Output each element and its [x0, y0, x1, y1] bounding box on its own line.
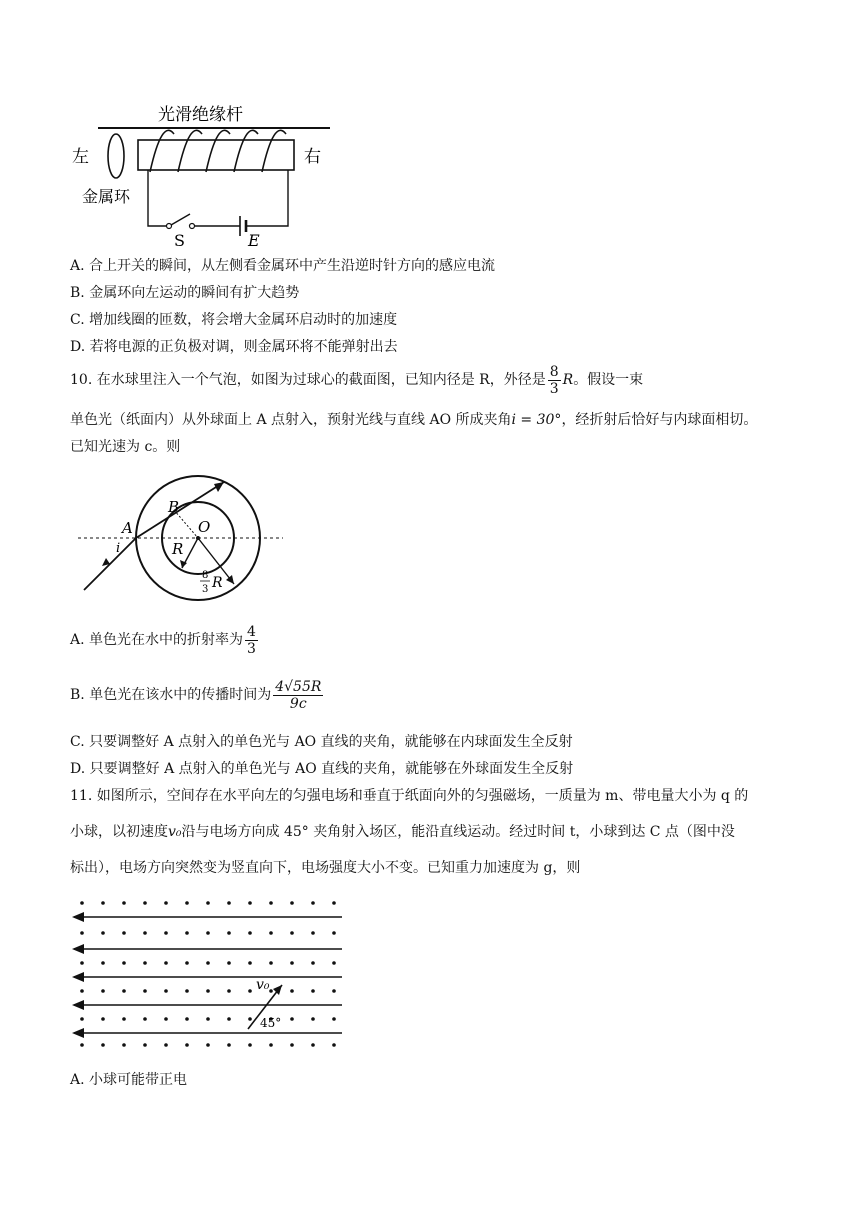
- field-figure: [70, 895, 346, 1055]
- field-dot: [227, 989, 231, 993]
- field-dot: [80, 989, 84, 993]
- field-dot: [101, 901, 105, 905]
- q10-option-b: B. 单色光在该水中的传播时间为 $\frac{4√55R}{9c}$: [70, 678, 322, 712]
- field-dot: [290, 989, 294, 993]
- field-dot: [101, 989, 105, 993]
- field-arrowhead: [72, 944, 84, 954]
- field-dot: [311, 901, 315, 905]
- outer-radius-num: 8: [202, 570, 209, 581]
- field-dot: [185, 989, 189, 993]
- field-dot: [290, 961, 294, 965]
- field-arrowhead: [72, 972, 84, 982]
- field-dot: [332, 989, 336, 993]
- q10-stem-line2: [70, 410, 757, 430]
- field-dot: [290, 931, 294, 935]
- field-dot: [311, 961, 315, 965]
- field-dot: [206, 901, 210, 905]
- field-dot: [269, 961, 273, 965]
- inner-radius-label: R: [172, 540, 184, 558]
- q11-option-a: A. 小球可能带正电: [70, 1072, 188, 1088]
- right-label: 右: [304, 147, 321, 167]
- field-dot: [332, 961, 336, 965]
- field-dot: [80, 1043, 84, 1047]
- field-dot: [227, 1017, 231, 1021]
- travel-time-fraction: $\frac{4√55R}{9c}$: [275, 678, 322, 712]
- initial-velocity: v₀: [168, 824, 182, 840]
- field-dot: [143, 1017, 147, 1021]
- q11-stem-line2: 小球，以初速度v₀沿与电场方向成 45° 夹角射入场区，能沿直线运动。经过时间 t，小球到达 C 点（图中没: [70, 824, 735, 840]
- q9-option-d: D. 若将电源的正负极对调，则金属环将不能弹射出去: [70, 339, 398, 355]
- field-dot: [143, 931, 147, 935]
- refractive-index-fraction: $\frac{4}{3}$: [247, 623, 256, 657]
- field-dot: [143, 989, 147, 993]
- field-dot: [248, 931, 252, 935]
- field-dot: [269, 989, 273, 993]
- q10-option-a: A. 单色光在水中的折射率为 $\frac{4}{3}$: [70, 623, 256, 657]
- field-dot: [311, 989, 315, 993]
- field-dot: [164, 1043, 168, 1047]
- point-b-label: B: [168, 498, 180, 516]
- field-dot: [164, 989, 168, 993]
- field-dot: [143, 901, 147, 905]
- solenoid-figure: [68, 98, 338, 248]
- field-dot: [122, 931, 126, 935]
- field-dot: [164, 1017, 168, 1021]
- field-dot: [248, 1017, 252, 1021]
- field-dot: [311, 1017, 315, 1021]
- q10-line2-part2: ，经折射后恰好与内球面相切。: [561, 412, 758, 428]
- q10-option-d: D. 只要调整好 A 点射入的单色光与 AO 直线的夹角，就能够在外球面发生全反射: [70, 761, 574, 777]
- field-dot: [332, 1043, 336, 1047]
- outer-radius-var: R: [212, 575, 223, 591]
- field-dot: [185, 901, 189, 905]
- q9-option-a: A. 合上开关的瞬间，从左侧看金属环中产生沿逆时针方向的感应电流: [70, 258, 496, 274]
- field-dot: [311, 1043, 315, 1047]
- q10-stem-line1: [70, 362, 643, 398]
- field-dot: [143, 1043, 147, 1047]
- field-dot: [164, 901, 168, 905]
- rod-label: 光滑绝缘杆: [158, 105, 243, 125]
- field-dot: [143, 961, 147, 965]
- incident-angle: i = 30°: [511, 412, 562, 428]
- outer-radius-variable: R: [562, 372, 574, 388]
- field-dot: [248, 901, 252, 905]
- field-dot: [248, 961, 252, 965]
- field-dot: [269, 901, 273, 905]
- field-dot: [206, 989, 210, 993]
- q10-stem-line3: 已知光速为 c。则: [70, 439, 181, 455]
- field-dot: [164, 931, 168, 935]
- field-dot: [227, 931, 231, 935]
- field-dot: [332, 931, 336, 935]
- q10-stem-part1: 10. 在水球里注入一个气泡，如图为过球心的截面图，已知内径是 R，外径是: [70, 372, 546, 388]
- field-dot: [248, 989, 252, 993]
- q11-stem-line1: 11. 如图所示，空间存在水平向左的匀强电场和垂直于纸面向外的匀强磁场，一质量为 m、带电量大小为 q 的: [70, 788, 749, 804]
- field-dot: [122, 961, 126, 965]
- field-dot: [185, 961, 189, 965]
- field-dot: [332, 1017, 336, 1021]
- field-dot: [185, 1043, 189, 1047]
- field-dot: [80, 931, 84, 935]
- field-dot: [227, 901, 231, 905]
- left-label: 左: [72, 147, 89, 167]
- field-dot: [227, 1043, 231, 1047]
- magnetic-field-dots: [80, 901, 336, 1047]
- field-dot: [248, 1043, 252, 1047]
- battery-label: E: [248, 231, 260, 248]
- q11-stem-line3: 标出），电场方向突然变为竖直向下，电场强度大小不变。已知重力加速度为 g，则: [70, 860, 581, 876]
- field-dot: [290, 1043, 294, 1047]
- field-dot: [185, 931, 189, 935]
- field-dot: [290, 901, 294, 905]
- field-dot: [101, 961, 105, 965]
- angle-label: 45°: [260, 1016, 282, 1030]
- field-dot: [290, 1017, 294, 1021]
- q9-option-c: C. 增加线圈的匝数，将会增大金属环启动时的加速度: [70, 312, 398, 328]
- q10-line2-part1: 单色光（纸面内）从外球面上 A 点射入，预射光线与直线 AO 所成夹角: [70, 412, 512, 428]
- outer-radius-fraction: $\frac{8}{3}$: [549, 363, 559, 397]
- field-dot: [206, 931, 210, 935]
- field-dot: [206, 1017, 210, 1021]
- field-dot: [206, 1043, 210, 1047]
- q9-option-b: B. 金属环向左运动的瞬间有扩大趋势: [70, 285, 300, 301]
- field-arrowhead: [72, 1028, 84, 1038]
- ring-label: 金属环: [82, 187, 131, 206]
- point-o-label: O: [198, 518, 211, 536]
- field-dot: [101, 931, 105, 935]
- point-a-label: A: [122, 519, 133, 537]
- field-dot: [122, 989, 126, 993]
- angle-i-label: i: [116, 541, 121, 556]
- field-dot: [101, 1043, 105, 1047]
- field-dot: [164, 961, 168, 965]
- field-dot: [122, 1043, 126, 1047]
- velocity-label: v₀: [256, 977, 270, 993]
- field-dot: [206, 961, 210, 965]
- q10-option-c: C. 只要调整好 A 点射入的单色光与 AO 直线的夹角，就能够在内球面发生全反射: [70, 734, 573, 750]
- water-ball-figure: [78, 470, 288, 606]
- field-dot: [122, 901, 126, 905]
- field-dot: [101, 1017, 105, 1021]
- field-dot: [80, 901, 84, 905]
- field-dot: [269, 931, 273, 935]
- field-dot: [311, 931, 315, 935]
- q10-stem-part2: 。假设一束: [573, 372, 644, 388]
- field-dot: [185, 1017, 189, 1021]
- field-dot: [269, 1043, 273, 1047]
- field-dot: [80, 1017, 84, 1021]
- outer-radius-den: 3: [202, 584, 209, 595]
- switch-label: S: [174, 231, 185, 248]
- field-arrowhead: [72, 912, 84, 922]
- field-dot: [122, 1017, 126, 1021]
- field-dot: [227, 961, 231, 965]
- field-dot: [332, 901, 336, 905]
- field-dot: [80, 961, 84, 965]
- field-arrowhead: [72, 1000, 84, 1010]
